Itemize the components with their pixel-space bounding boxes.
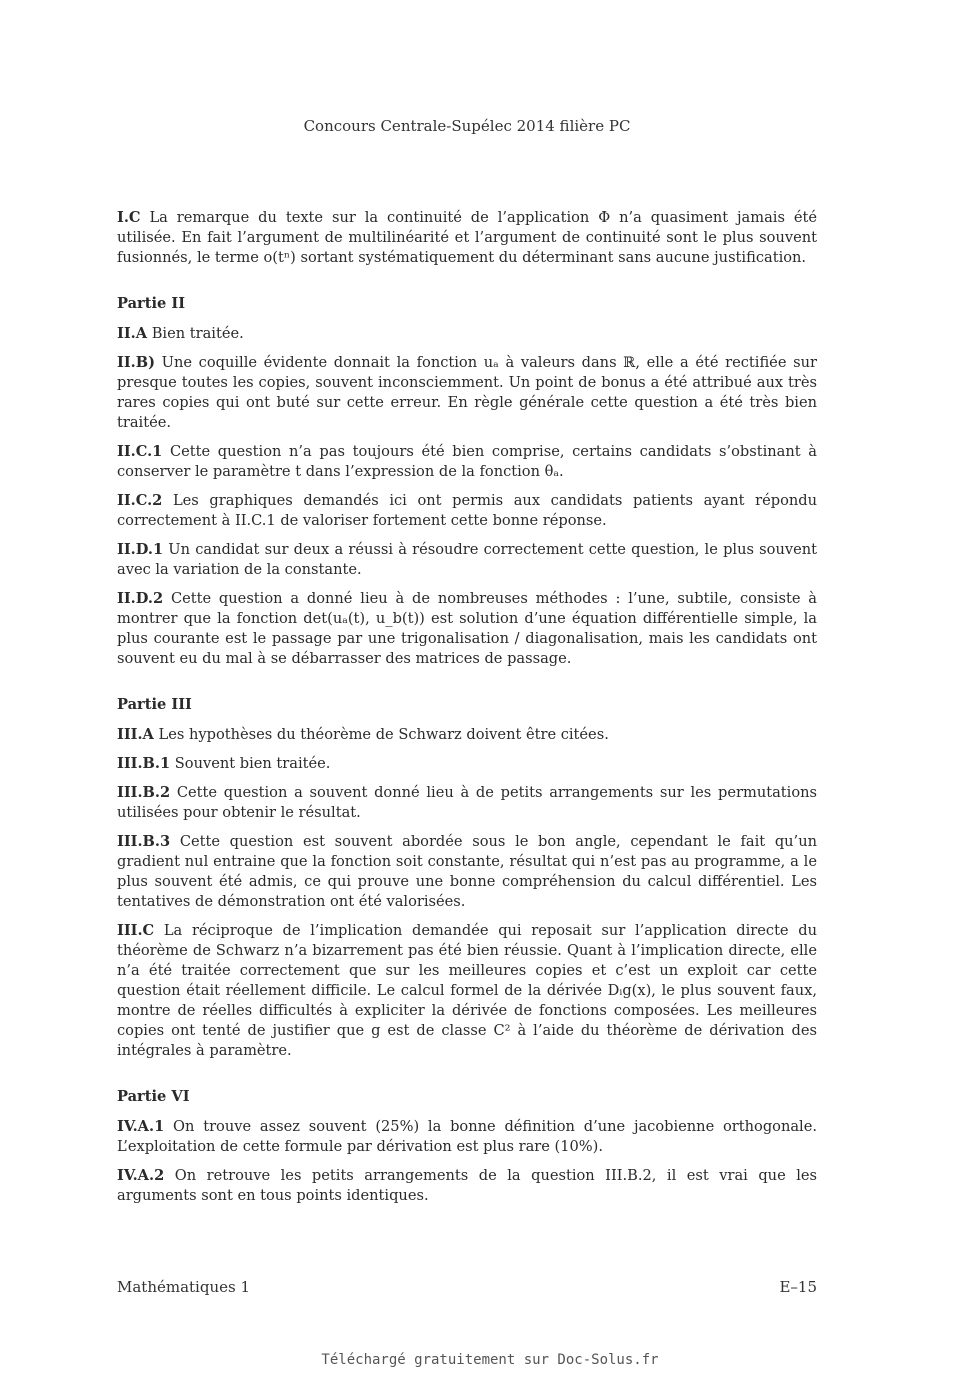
download-watermark: Téléchargé gratuitement sur Doc-Solus.fr <box>321 1352 659 1368</box>
paragraph-text: La remarque du texte sur la continuité de l’application Φ n’a quasiment jamais été utilisée. En fait l’argument de multilinéarité et l’argument de continuité sont le plus souvent fusionnés, le terme o(tⁿ) sortant systématiquement du déterminant sans aucune justification. <box>117 209 817 266</box>
question-label: II.D.2 <box>117 590 164 607</box>
question-label: II.C.1 <box>117 443 163 460</box>
paragraph-I-C <box>117 208 817 268</box>
question-label: I.C <box>117 209 141 226</box>
paragraph-text: Les graphiques demandés ici ont permis aux candidats patients ayant répondu correctement à II.C.1 de valoriser fortement cette bonne réponse. <box>117 492 817 529</box>
document-body <box>117 208 817 1215</box>
section-heading-partie-III: Partie III <box>117 696 192 713</box>
paragraph-II-C-2 <box>117 491 817 531</box>
paragraph-II-A <box>117 324 817 344</box>
question-label: IV.A.2 <box>117 1167 165 1184</box>
question-label: III.B.2 <box>117 784 171 801</box>
question-label: III.B.3 <box>117 833 171 850</box>
paragraph-text: Cette question a donné lieu à de nombreuses méthodes : l’une, subtile, consiste à montrer que la fonction det(uₐ(t), u_b(t)) est solution d’une équation différentielle simple, la plus courante est le passage par une trigonalisation / diagonalisation, mais les candidats ont souvent eu du mal à se débarrasser des matrices de passage. <box>117 590 817 667</box>
paragraph-III-B-2 <box>117 783 817 823</box>
paragraph-text: Une coquille évidente donnait la fonction uₐ à valeurs dans ℝ, elle a été rectifiée sur presque toutes les copies, souvent inconsciemment. Un point de bonus a été attribué aux très rares copies qui ont buté sur cette erreur. En règle générale cette question a été très bien traitée. <box>117 354 817 431</box>
page-header: Concours Centrale-Supélec 2014 filière PC <box>303 117 631 135</box>
footer-subject: Mathématiques 1 <box>117 1278 251 1296</box>
question-label: II.C.2 <box>117 492 163 509</box>
paragraph-III-A <box>117 725 817 745</box>
section-heading-partie-VI: Partie VI <box>117 1088 190 1105</box>
paragraph-II-D-1 <box>117 540 817 580</box>
paragraph-text: Cette question n’a pas toujours été bien comprise, certains candidats s’obstinant à conserver le paramètre t dans l’expression de la fonction θₐ. <box>117 443 817 480</box>
paragraph-text: On retrouve les petits arrangements de la question III.B.2, il est vrai que les arguments sont en tous points identiques. <box>117 1167 817 1204</box>
paragraph-text: Souvent bien traitée. <box>170 755 331 772</box>
question-label: II.A <box>117 325 148 342</box>
paragraph-II-B <box>117 353 817 433</box>
paragraph-text: Cette question est souvent abordée sous le bon angle, cependant le fait qu’un gradient nul entraine que la fonction soit constante, résultat qui n’est pas au programme, a le plus souvent été admis, ce qui prouve une bonne compréhension du calcul différentiel. Les tentatives de démonstration ont été valorisées. <box>117 833 817 910</box>
paragraph-IV-A-2 <box>117 1166 817 1206</box>
paragraph-text: On trouve assez souvent (25%) la bonne définition d’une jacobienne orthogonale. L’exploitation de cette formule par dérivation est plus rare (10%). <box>117 1118 817 1155</box>
paragraph-III-B-1 <box>117 754 817 774</box>
paragraph-II-C-1 <box>117 442 817 482</box>
paragraph-text: Un candidat sur deux a réussi à résoudre correctement cette question, le plus souvent avec la variation de la constante. <box>117 541 817 578</box>
footer-page-number: E–15 <box>779 1278 817 1296</box>
paragraph-IV-A-1 <box>117 1117 817 1157</box>
question-label: III.B.1 <box>117 755 171 772</box>
question-label: III.C <box>117 922 155 939</box>
question-label: II.D.1 <box>117 541 164 558</box>
question-label: IV.A.1 <box>117 1118 165 1135</box>
paragraph-III-C <box>117 921 817 1061</box>
paragraph-text: Les hypothèses du théorème de Schwarz doivent être citées. <box>153 726 609 743</box>
section-heading-partie-II: Partie II <box>117 295 186 312</box>
question-label: III.A <box>117 726 154 743</box>
paragraph-II-D-2 <box>117 589 817 669</box>
paragraph-text: La réciproque de l’implication demandée qui reposait sur l’application directe du théorème de Schwarz n’a bizarrement pas été bien réussie. Quant à l’implication directe, elle n’a été traitée correctement que sur les meilleures copies et c’est un exploit car cette question était réellement difficile. Le calcul formel de la dérivée Dᵢg(x), le plus souvent faux, montre de réelles difficultés à expliciter la dérivée de fonctions composées. Les meilleures copies ont tenté de justifier que g est de classe C² à l’aide du théorème de dérivation des intégrales à paramètre. <box>117 922 817 1059</box>
paragraph-text: Cette question a souvent donné lieu à de petits arrangements sur les permutations utilisées pour obtenir le résultat. <box>117 784 817 821</box>
paragraph-text: Bien traitée. <box>147 325 244 342</box>
paragraph-III-B-3 <box>117 832 817 912</box>
question-label: II.B) <box>117 354 155 371</box>
